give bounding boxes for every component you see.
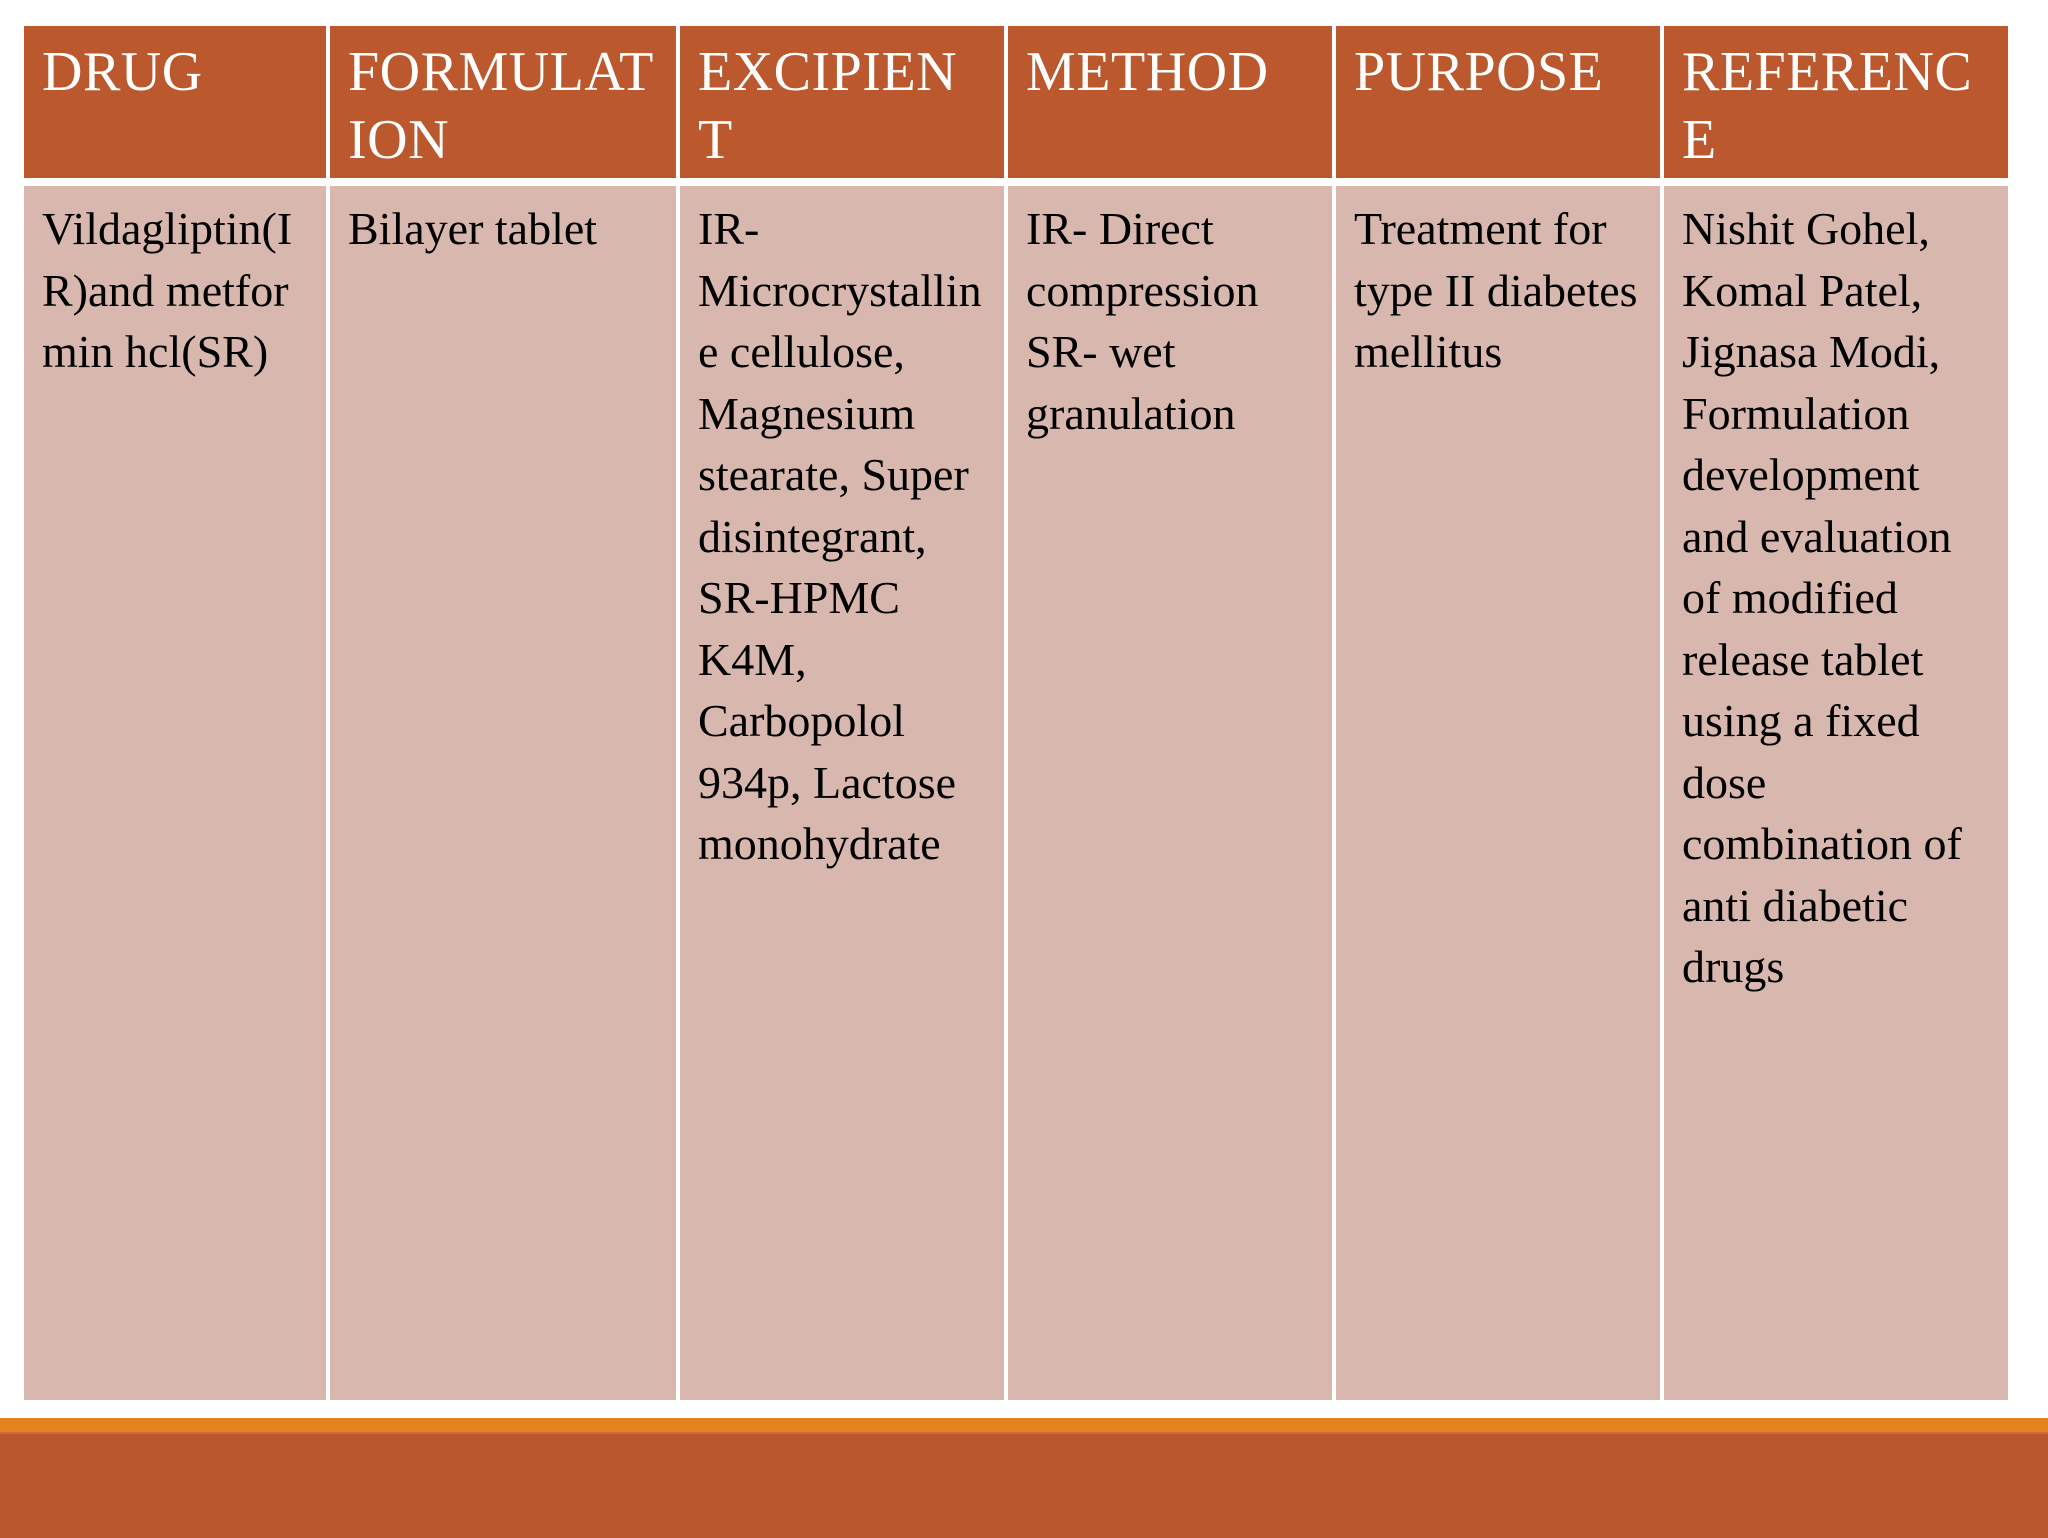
footer-bar bbox=[0, 1432, 2048, 1538]
column-header-reference: REFERENCE bbox=[1664, 26, 2008, 186]
column-header-excipient: EXCIPIENT bbox=[680, 26, 1008, 186]
column-header-purpose: PURPOSE bbox=[1336, 26, 1664, 186]
column-header-formulation: FORMULATION bbox=[330, 26, 680, 186]
footer-accent-line bbox=[0, 1418, 2048, 1432]
table-header-row bbox=[24, 26, 2008, 186]
cell-formulation: Bilayer tablet bbox=[330, 186, 680, 1400]
column-header-drug: DRUG bbox=[24, 26, 330, 186]
cell-drug: Vildagliptin(IR)and metformin hcl(SR) bbox=[24, 186, 330, 1400]
cell-method: IR- Direct compression SR- wet granulation bbox=[1008, 186, 1336, 1400]
cell-purpose: Treatment for type II diabetes mellitus bbox=[1336, 186, 1664, 1400]
data-table bbox=[24, 26, 2008, 1400]
cell-reference: Nishit Gohel, Komal Patel, Jignasa Modi, Formulation development and evaluation of modified release tablet using a fixed dose combination of anti diabetic drugs bbox=[1664, 186, 2008, 1400]
cell-excipient: IR-Microcrystalline cellulose, Magnesium stearate, Super disintegrant, SR-HPMC K4M, Carbopolol 934p, Lactose monohydrate bbox=[680, 186, 1008, 1400]
column-header-method: METHOD bbox=[1008, 26, 1336, 186]
table-row bbox=[24, 186, 2008, 1400]
